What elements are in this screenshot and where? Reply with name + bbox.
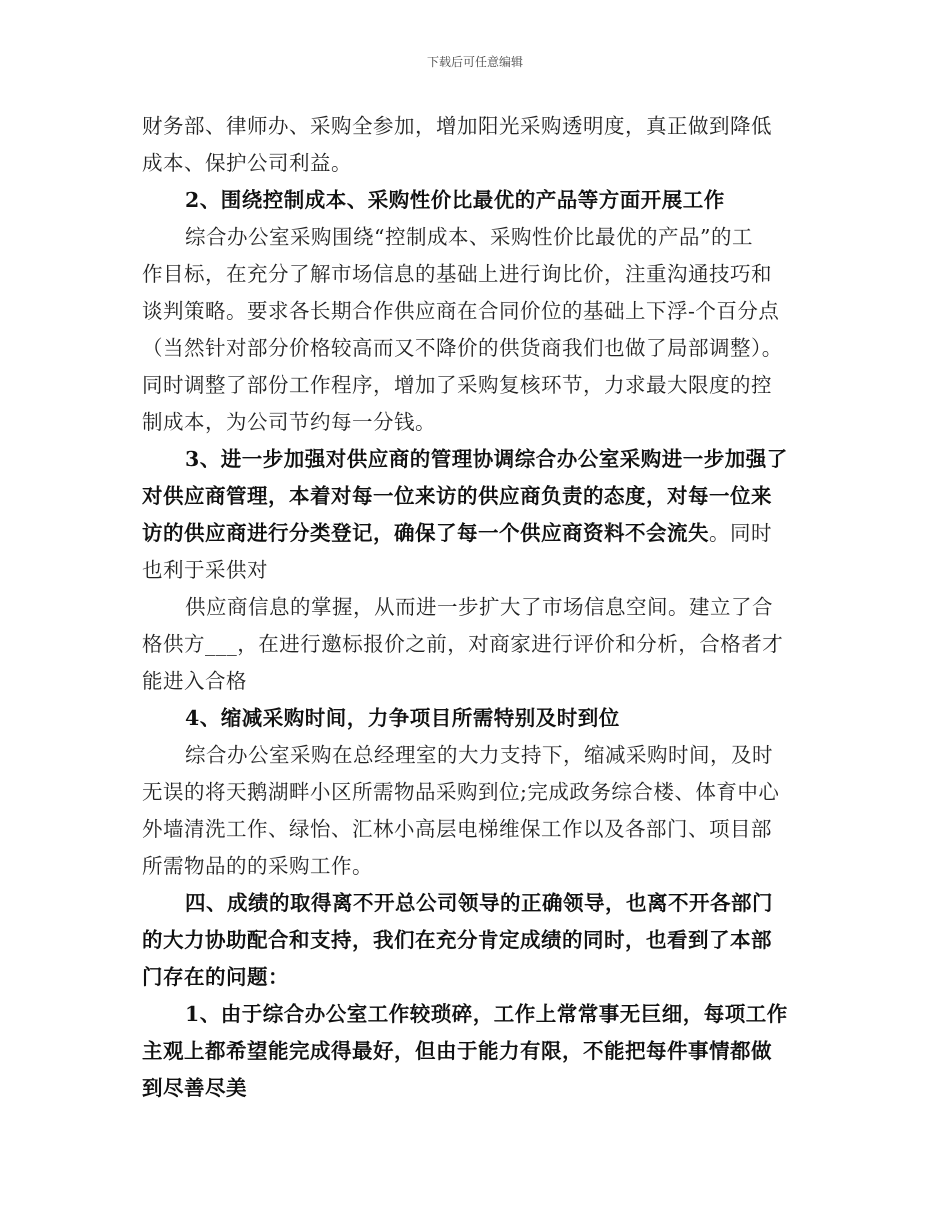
section-heading-line: 对供应商管理，本着对每一位来访的供应商负责的态度，对每一位来 — [142, 484, 772, 508]
section-heading-line: 主观上都希望能完成得最好，但由于能力有限，不能把每件事情都做 — [142, 1039, 772, 1063]
body-line: 外墙清洗工作、绿怡、汇林小高层电梯维保工作以及各部门、项目部 — [142, 817, 772, 841]
body-line: 谈判策略。要求各长期合作供应商在合同价位的基础上下浮-个百分点 — [142, 299, 780, 323]
section-heading: 1、由于综合办公室工作较琐碎，工作上常常事无巨细，每项工作 — [185, 1002, 788, 1026]
body-line: 供应商信息的掌握，从而进一步扩大了市场信息空间。建立了合 — [185, 595, 773, 619]
document-body — [142, 108, 822, 1107]
body-line: 格供方___，在进行邀标报价之前，对商家进行评价和分析，合格者才 — [142, 632, 784, 656]
body-line: 作目标，在充分了解市场信息的基础上进行询比价，注重沟通技巧和 — [142, 262, 772, 286]
body-line: 能进入合格 — [142, 669, 247, 693]
body-line: 也利于采供对 — [142, 558, 268, 582]
body-line: 所需物品的的采购工作。 — [142, 854, 373, 878]
page-header: 下载后可任意编辑 — [426, 55, 523, 69]
body-line: 同时调整了部份工作程序，增加了采购复核环节，力求最大限度的控 — [142, 373, 772, 397]
body-line: 成本、保护公司利益。 — [142, 151, 352, 175]
body-line: 综合办公室采购在总经理室的大力支持下，缩减采购时间，及时 — [185, 743, 773, 767]
bold-run: 访的供应商进行分类登记，确保了每一个供应商资料不会流失 — [142, 521, 709, 545]
normal-run: 。同时 — [709, 521, 772, 545]
section-heading: 4、缩减采购时间，力争项目所需特别及时到位 — [185, 706, 620, 730]
section-heading: 3、进一步加强对供应商的管理协调综合办公室采购进一步加强了 — [185, 447, 788, 471]
section-heading: 2、围绕控制成本、采购性价比最优的产品等方面开展工作 — [185, 188, 725, 212]
mixed-line — [142, 515, 822, 552]
body-line: 综合办公室采购围绕“控制成本、采购性价比最优的产品”的工 — [185, 225, 753, 249]
section-heading-line: 门存在的问题： — [142, 965, 289, 989]
body-line: 财务部、律师办、采购全参加，增加阳光采购透明度，真正做到降低 — [142, 114, 772, 138]
section-heading-line: 到尽善尽美 — [142, 1076, 247, 1100]
body-line: 制成本，为公司节约每一分钱。 — [142, 410, 436, 434]
section-heading-line: 的大力协助配合和支持，我们在充分肯定成绩的同时，也看到了本部 — [142, 928, 772, 952]
body-line: （当然针对部分价格较高而又不降价的供货商我们也做了局部调整）。 — [142, 336, 783, 360]
body-line: 无误的将天鹅湖畔小区所需物品采购到位;完成政务综合楼、体育中心 — [142, 780, 780, 804]
section-heading: 四、成绩的取得离不开总公司领导的正确领导，也离不开各部门 — [185, 891, 773, 915]
